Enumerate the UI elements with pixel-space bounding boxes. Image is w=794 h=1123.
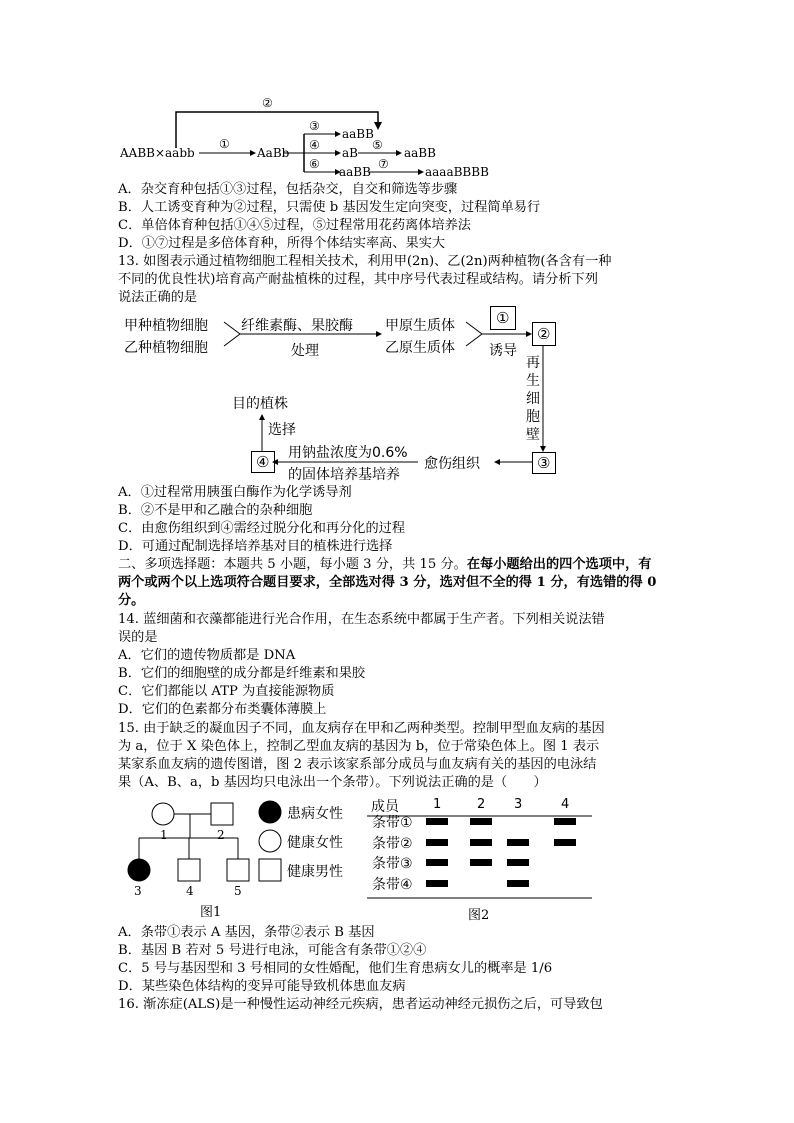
q13-stem-line-3: 说法正确的是	[118, 290, 198, 305]
q12-option-d: D．①⑦过程是多倍体育种，所得个体结实率高、果实大	[118, 236, 446, 251]
q13-stem-line-1: 13. 如图表示通过植物细胞工程相关技术，利用甲(2n)、乙(2n)两种植物(各含有一种	[118, 254, 612, 269]
band-mark	[426, 818, 448, 825]
route-1-label: ①	[219, 137, 230, 151]
q13-option-c: C．由愈伤组织到④需经过脱分化和再分化的过程	[118, 521, 406, 536]
q16-stem-line-1: 16. 渐冻症(ALS)是一种慢性运动神经元疾病，患者运动神经元损伤之后，可导致包	[118, 997, 603, 1012]
band-mark	[554, 818, 576, 825]
band-mark	[507, 839, 529, 846]
callus-label: 愈伤组织	[424, 456, 480, 472]
q15-stem-line-2: 为 a，位于 X 染色体上，控制乙型血友病的基因为 b，位于常染色体上。图 1 表示	[118, 739, 600, 754]
q14-option-b: B．它们的细胞壁的成分都是纤维素和果胶	[118, 666, 366, 681]
regen-char-1: 再	[526, 355, 540, 371]
band-mark	[470, 859, 492, 866]
member-5-number: 5	[234, 884, 242, 898]
q12-option-a: A．杂交育种包括①③过程，包括杂交，自交和筛选等步骤	[118, 182, 458, 197]
protoplast-b: 乙原生质体	[385, 340, 455, 356]
member-column-4: 4	[561, 797, 570, 812]
medium-line-2: 的固体培养基培养	[288, 467, 400, 483]
q15-option-c: C．5 号与基因型和 3 号相同的女性婚配，他们生育患病女儿的概率是 1/6	[118, 961, 553, 976]
band-row-label-4: 条带④	[372, 877, 413, 893]
member-column-3: 3	[514, 797, 523, 812]
f1-genotype: AaBb	[257, 146, 290, 160]
member-1-number: 1	[160, 828, 168, 842]
band-mark	[426, 859, 448, 866]
route-3-label: ③	[309, 119, 320, 133]
route-7-label: ⑦	[378, 157, 389, 171]
legend-healthy-male: 健康男性	[287, 864, 343, 880]
band-row-label-3: 条带③	[372, 856, 413, 872]
route-7-result: aaaaBBBB	[425, 165, 489, 179]
route-6-result: aaBB	[339, 165, 371, 179]
band-mark	[470, 839, 492, 846]
target-plant-label: 目的植株	[232, 396, 288, 412]
enzyme-label: 纤维素酶、果胶酶	[241, 318, 353, 334]
medium-line-1: 用钠盐浓度为0.6%	[288, 445, 408, 461]
cell-a: 甲种植物细胞	[124, 318, 208, 334]
section-2-instruction: 在每小题给出的四个选项中，有	[466, 557, 652, 572]
q12-option-c: C．单倍体育种包括①④⑤过程，⑤过程常用花药离体培养法	[118, 218, 471, 233]
regen-char-4: 胞	[526, 409, 540, 425]
route-6-label: ⑥	[309, 157, 320, 171]
regen-char-2: 生	[526, 373, 540, 389]
section-2-heading: 二、多项选择题：本题共 5 小题，每小题 3 分，共 15 分。	[118, 557, 467, 572]
member-2-number: 2	[217, 828, 225, 842]
q13-option-d: D．可通过配制选择培养基对目的植株进行选择	[118, 539, 393, 554]
q14-option-d: D．它们的色素都分布类囊体薄膜上	[118, 702, 327, 717]
route-3-result: aaBB	[342, 127, 374, 141]
legend-healthy-female: 健康女性	[287, 835, 343, 851]
band-mark	[470, 818, 492, 825]
regen-char-5: 壁	[526, 427, 540, 443]
band-mark	[507, 880, 529, 887]
band-row-label-2: 条带②	[372, 836, 413, 852]
q15-stem-line-4: 果（A、B、a，b 基因均只电泳出一个条带）。下列说法正确的是（ ）	[118, 775, 547, 790]
q15-option-b: B．基因 B 若对 5 号进行电泳，可能含有条带①②④	[118, 943, 427, 958]
route-4-label: ④	[309, 138, 320, 152]
q12-option-b: B．人工诱变育种为②过程，只需使 b 基因发生定向突变，过程简单易行	[118, 200, 541, 215]
band-row-label-1: 条带①	[372, 815, 413, 831]
route-2-label: ②	[262, 96, 273, 110]
select-label: 选择	[268, 422, 296, 438]
legend-affected-female: 患病女性	[287, 806, 343, 822]
member-column-2: 2	[477, 797, 486, 812]
route-5-result: aaBB	[404, 146, 436, 160]
figure-2-caption: 图2	[468, 908, 490, 923]
cell-b: 乙种植物细胞	[124, 340, 208, 356]
q15-option-a: A．条带①表示 A 基因，条带②表示 B 基因	[118, 925, 375, 940]
regen-char-3: 细	[526, 391, 540, 407]
q15-option-d: D．某些染色体结构的变异可能导致机体患血友病	[118, 979, 406, 994]
step-4-label: ④	[256, 453, 270, 471]
section-2-line-3: 分。	[118, 593, 145, 608]
process-label: 处理	[291, 343, 319, 359]
member-3-number: 3	[134, 884, 142, 898]
q14-option-a: A．它们的遗传物质都是 DNA	[118, 648, 296, 663]
induce-label: 诱导	[489, 343, 517, 359]
figure-1-caption: 图1	[200, 905, 222, 920]
step-1-label: ①	[496, 309, 510, 327]
route-5-label: ⑤	[372, 138, 383, 152]
q14-stem-line-1: 14. 蓝细菌和衣藻都能进行光合作用，在生态系统中都属于生产者。下列相关说法错	[118, 612, 605, 627]
q13-stem-line-2: 不同的优良性状)培育高产耐盐植株的过程，其中序号代表过程或结构。请分析下列	[118, 272, 598, 287]
member-column-1: 1	[433, 797, 442, 812]
q15-stem-line-3: 某家系血友病的遗传图谱，图 2 表示该家系部分成员与血友病有关的基因的电泳结	[118, 757, 597, 772]
band-mark	[507, 859, 529, 866]
band-mark	[554, 839, 576, 846]
section-2-line-2: 两个或两个以上选项符合题目要求，全部选对得 3 分，选对但不全的得 1 分，有选错的得 0	[118, 575, 657, 590]
member-header: 成员	[371, 799, 399, 815]
q13-option-b: B．②不是甲和乙融合的杂种细胞	[118, 503, 313, 518]
protoplast-a: 甲原生质体	[385, 318, 455, 334]
step-3-label: ③	[537, 454, 551, 472]
parents-cross: AABB×aabb	[120, 146, 195, 160]
band-mark	[426, 880, 448, 887]
band-mark	[426, 839, 448, 846]
step-2-label: ②	[537, 325, 551, 343]
q15-stem-line-1: 15. 由于缺乏的凝血因子不同，血友病存在甲和乙两种类型。控制甲型血友病的基因	[118, 721, 605, 736]
member-4-number: 4	[186, 884, 194, 898]
q14-stem-line-2: 误的是	[118, 630, 158, 645]
q13-option-a: A．①过程常用胰蛋白酶作为化学诱导剂	[118, 485, 352, 500]
q14-option-c: C．它们都能以 ATP 为直接能源物质	[118, 684, 335, 699]
route-4-result: aB	[342, 146, 358, 160]
